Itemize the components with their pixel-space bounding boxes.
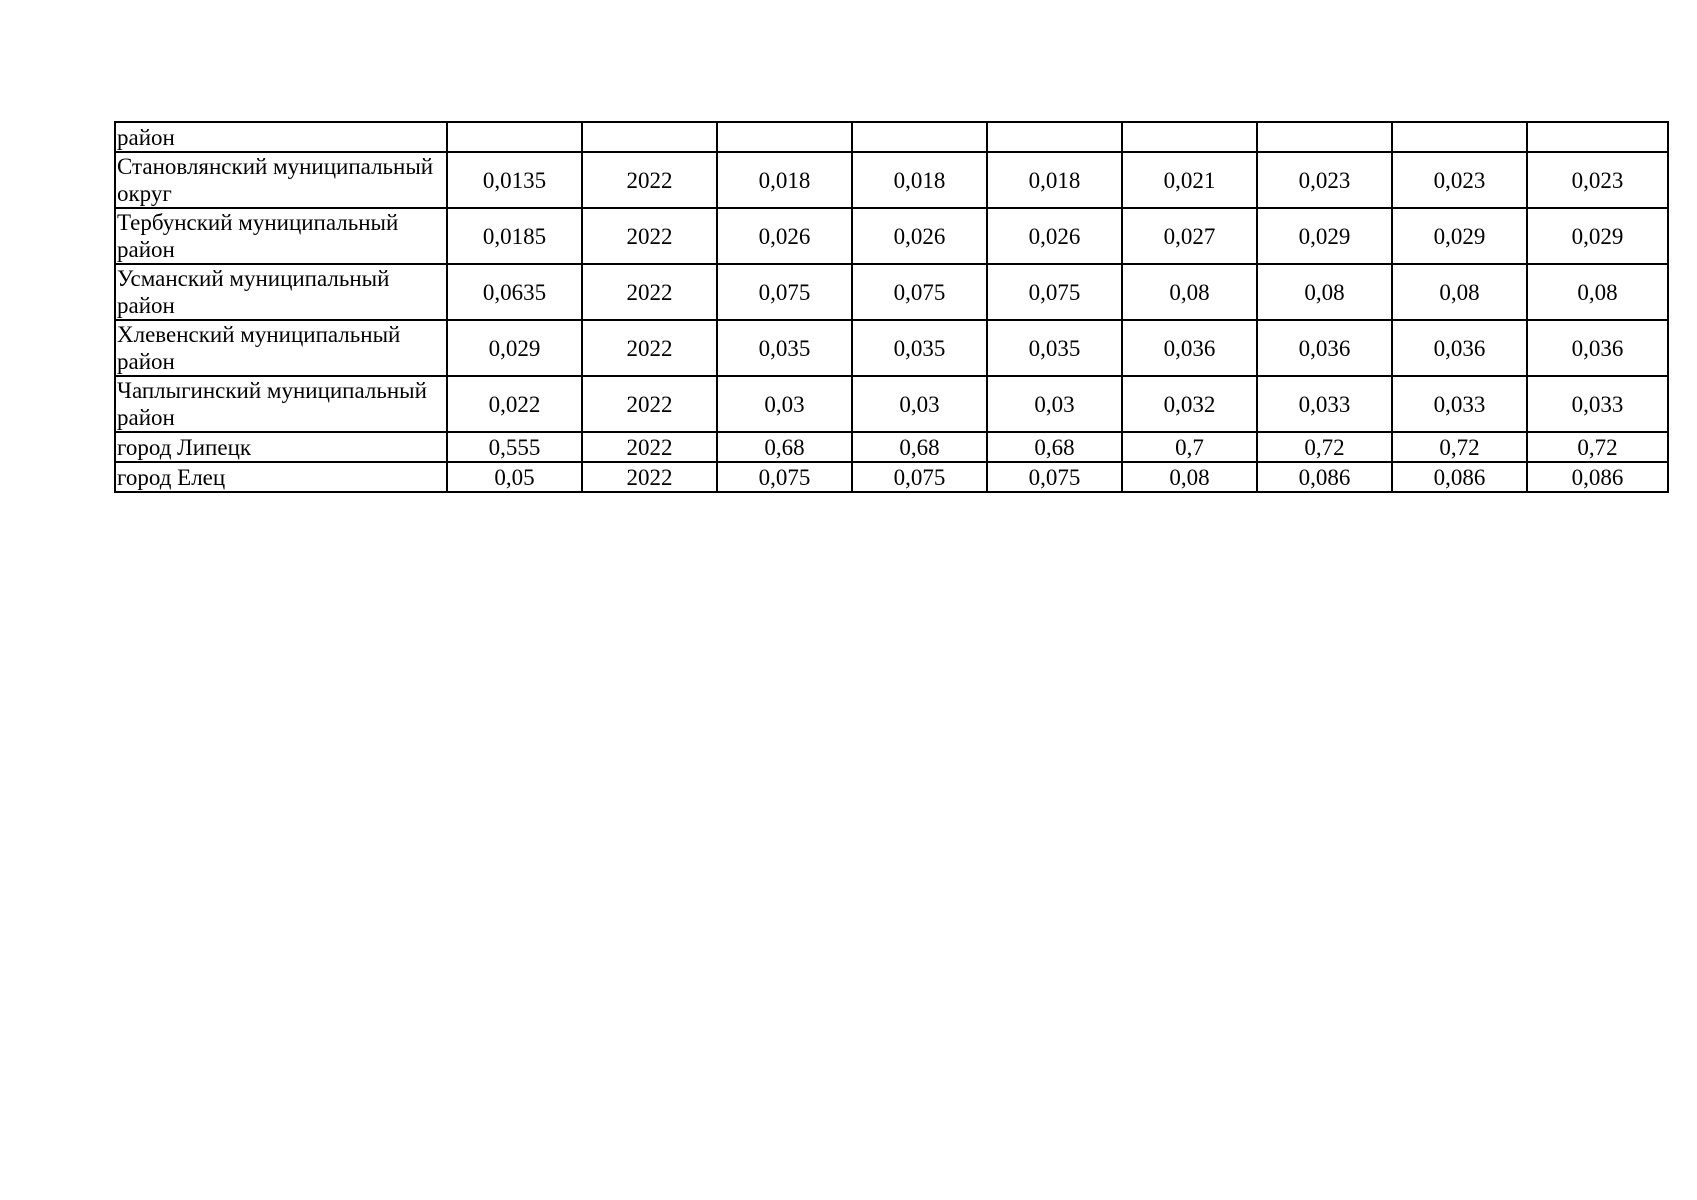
value-cell: 0,555 bbox=[447, 432, 582, 462]
data-table bbox=[114, 121, 1669, 493]
value-cell: 0,033 bbox=[1527, 376, 1668, 432]
value-cell: 0,086 bbox=[1392, 462, 1527, 492]
table-row bbox=[115, 152, 1668, 208]
value-cell: 0,68 bbox=[852, 432, 987, 462]
value-cell: 0,72 bbox=[1257, 432, 1392, 462]
value-cell: 0,029 bbox=[1527, 208, 1668, 264]
table-row bbox=[115, 462, 1668, 492]
value-cell: 2022 bbox=[582, 462, 717, 492]
value-cell: 0,075 bbox=[987, 264, 1122, 320]
value-cell bbox=[447, 122, 582, 152]
value-cell bbox=[1392, 122, 1527, 152]
value-cell: 0,03 bbox=[852, 376, 987, 432]
value-cell: 0,0635 bbox=[447, 264, 582, 320]
value-cell: 0,026 bbox=[987, 208, 1122, 264]
value-cell: 0,075 bbox=[852, 462, 987, 492]
table-row bbox=[115, 208, 1668, 264]
value-cell: 0,033 bbox=[1392, 376, 1527, 432]
row-name-cell: Тербунский муниципальный район bbox=[115, 208, 447, 264]
value-cell: 0,018 bbox=[717, 152, 852, 208]
value-cell: 0,68 bbox=[717, 432, 852, 462]
value-cell: 0,029 bbox=[1257, 208, 1392, 264]
row-name-cell: Хлевенский муниципальный район bbox=[115, 320, 447, 376]
value-cell: 0,027 bbox=[1122, 208, 1257, 264]
value-cell: 2022 bbox=[582, 208, 717, 264]
row-name-cell: Чаплыгинский муниципальный район bbox=[115, 376, 447, 432]
value-cell: 0,075 bbox=[717, 462, 852, 492]
value-cell bbox=[987, 122, 1122, 152]
value-cell: 0,036 bbox=[1257, 320, 1392, 376]
value-cell: 0,075 bbox=[717, 264, 852, 320]
value-cell bbox=[1257, 122, 1392, 152]
row-name-cell: город Елец bbox=[115, 462, 447, 492]
value-cell: 0,075 bbox=[987, 462, 1122, 492]
value-cell: 2022 bbox=[582, 376, 717, 432]
value-cell: 0,023 bbox=[1527, 152, 1668, 208]
value-cell: 0,0185 bbox=[447, 208, 582, 264]
value-cell: 0,022 bbox=[447, 376, 582, 432]
value-cell: 0,023 bbox=[1257, 152, 1392, 208]
value-cell: 0,029 bbox=[447, 320, 582, 376]
value-cell: 0,05 bbox=[447, 462, 582, 492]
value-cell: 2022 bbox=[582, 264, 717, 320]
value-cell: 0,033 bbox=[1257, 376, 1392, 432]
value-cell: 0,08 bbox=[1122, 462, 1257, 492]
value-cell: 0,035 bbox=[852, 320, 987, 376]
value-cell: 0,08 bbox=[1527, 264, 1668, 320]
row-name-cell: Усманский муниципальный район bbox=[115, 264, 447, 320]
value-cell: 2022 bbox=[582, 432, 717, 462]
value-cell: 0,075 bbox=[852, 264, 987, 320]
table-row bbox=[115, 320, 1668, 376]
value-cell: 0,018 bbox=[987, 152, 1122, 208]
table-row bbox=[115, 432, 1668, 462]
table-row bbox=[115, 122, 1668, 152]
value-cell bbox=[852, 122, 987, 152]
value-cell: 2022 bbox=[582, 152, 717, 208]
value-cell: 0,03 bbox=[987, 376, 1122, 432]
value-cell: 0,036 bbox=[1122, 320, 1257, 376]
value-cell: 0,08 bbox=[1122, 264, 1257, 320]
row-name-cell: Становлянский муниципальный округ bbox=[115, 152, 447, 208]
row-name-cell: район bbox=[115, 122, 447, 152]
table-body bbox=[115, 122, 1668, 492]
value-cell: 0,08 bbox=[1392, 264, 1527, 320]
value-cell: 0,0135 bbox=[447, 152, 582, 208]
value-cell: 0,026 bbox=[717, 208, 852, 264]
value-cell: 0,035 bbox=[987, 320, 1122, 376]
table-row bbox=[115, 376, 1668, 432]
value-cell bbox=[1122, 122, 1257, 152]
value-cell: 0,08 bbox=[1257, 264, 1392, 320]
table-row bbox=[115, 264, 1668, 320]
value-cell: 0,023 bbox=[1392, 152, 1527, 208]
value-cell: 0,036 bbox=[1392, 320, 1527, 376]
value-cell: 0,026 bbox=[852, 208, 987, 264]
value-cell: 0,72 bbox=[1527, 432, 1668, 462]
value-cell: 0,7 bbox=[1122, 432, 1257, 462]
value-cell: 0,68 bbox=[987, 432, 1122, 462]
value-cell: 0,035 bbox=[717, 320, 852, 376]
value-cell: 0,018 bbox=[852, 152, 987, 208]
value-cell: 0,029 bbox=[1392, 208, 1527, 264]
value-cell: 0,086 bbox=[1257, 462, 1392, 492]
value-cell: 0,03 bbox=[717, 376, 852, 432]
value-cell: 0,021 bbox=[1122, 152, 1257, 208]
row-name-cell: город Липецк bbox=[115, 432, 447, 462]
value-cell: 0,086 bbox=[1527, 462, 1668, 492]
value-cell: 0,72 bbox=[1392, 432, 1527, 462]
value-cell: 0,036 bbox=[1527, 320, 1668, 376]
value-cell bbox=[582, 122, 717, 152]
value-cell: 2022 bbox=[582, 320, 717, 376]
value-cell bbox=[717, 122, 852, 152]
value-cell: 0,032 bbox=[1122, 376, 1257, 432]
value-cell bbox=[1527, 122, 1668, 152]
